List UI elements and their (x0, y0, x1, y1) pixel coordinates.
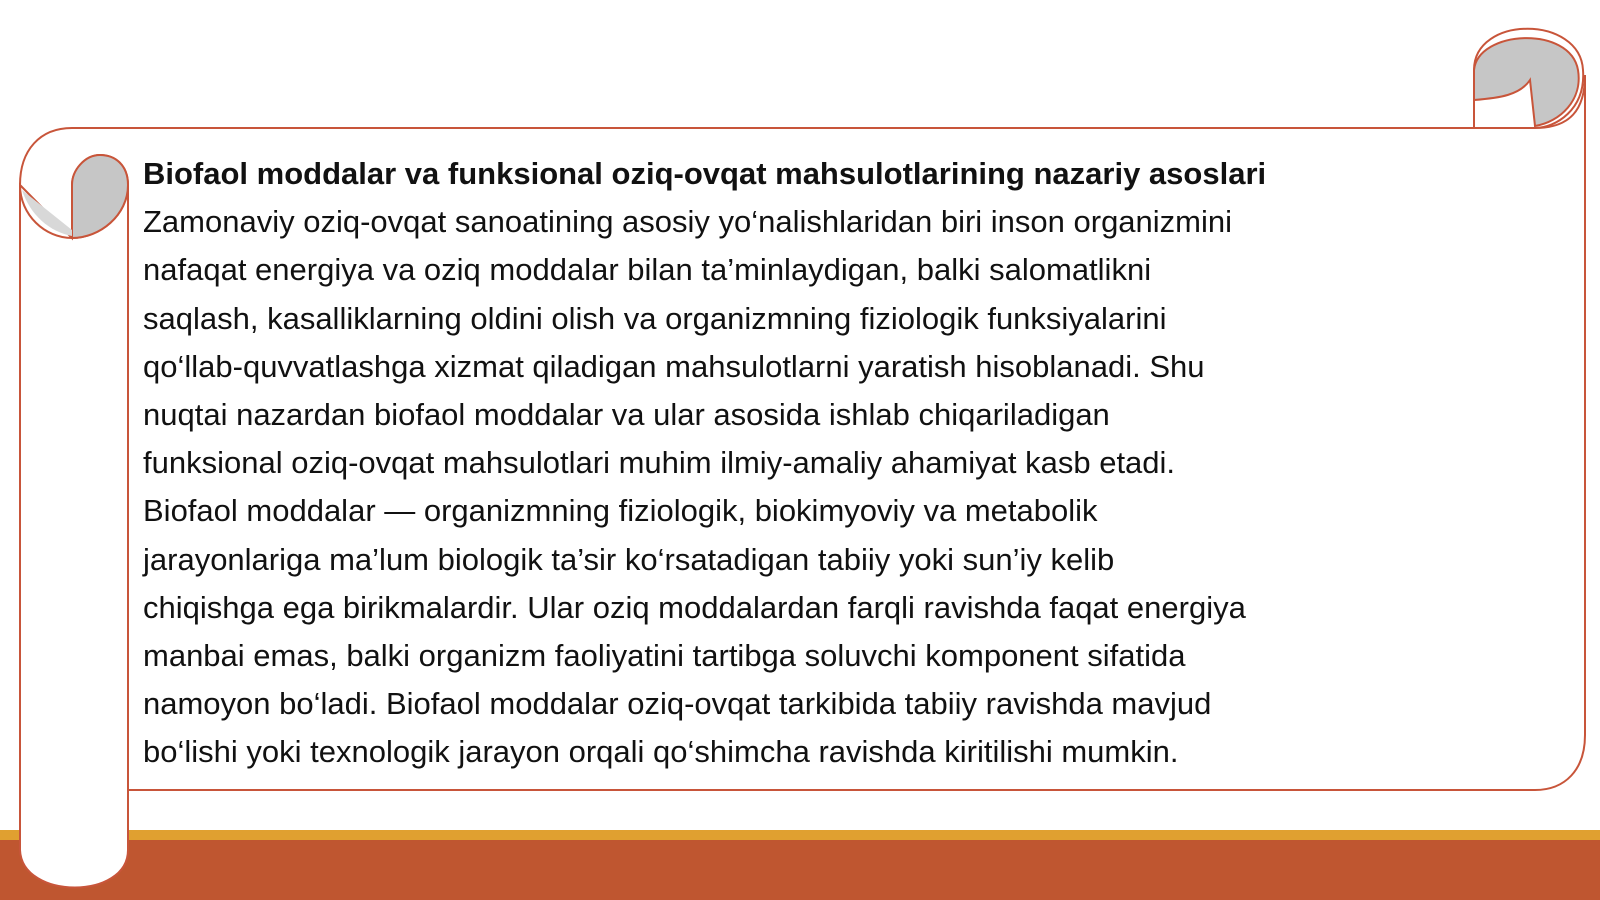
body-line: bo‘lishi yoki texnologik jarayon orqali qo‘shimcha ravishda kiritilishi mumkin. (143, 734, 1179, 770)
body-line: nuqtai nazardan biofaol moddalar va ular asosida ishlab chiqariladigan (143, 397, 1110, 433)
body-paragraph (143, 198, 1473, 776)
body-line: Zamonaviy oziq-ovqat sanoatining asosiy yo‘nalishlaridan biri inson organizmini (143, 204, 1233, 240)
slide-title: Biofaol moddalar va funksional oziq-ovqat mahsulotlarining nazariy asoslari (143, 156, 1267, 191)
body-line: saqlash, kasalliklarning oldini olish va organizmning fiziologik funksiyalarini (143, 300, 1167, 336)
body-line: qo‘llab-quvvatlashga xizmat qiladigan mahsulotlarni yaratish hisoblanadi. Shu (143, 348, 1205, 384)
body-line: chiqishga ega birikmalardir. Ular oziq moddalardan farqli ravishda faqat energiya (143, 589, 1246, 625)
body-line: manbai emas, balki organizm faoliyatini tartibga soluvchi komponent sifatida (143, 638, 1186, 674)
body-line: funksional oziq-ovqat mahsulotlari muhim ilmiy-amaliy ahamiyat kasb etadi. (143, 445, 1176, 481)
content-text-block (143, 150, 1473, 777)
body-line: jarayonlariga ma’lum biologik ta’sir ko‘rsatadigan tabiiy yoki sun’iy kelib (143, 541, 1115, 577)
body-line: nafaqat energiya va oziq moddalar bilan ta’minlaydigan, balki salomatlikni (143, 252, 1152, 288)
body-line: namoyon bo‘ladi. Biofaol moddalar oziq-ovqat tarkibida tabiiy ravishda mavjud (143, 686, 1212, 722)
body-line: Biofaol moddalar — organizmning fiziologik, biokimyoviy va metabolik (143, 493, 1098, 529)
